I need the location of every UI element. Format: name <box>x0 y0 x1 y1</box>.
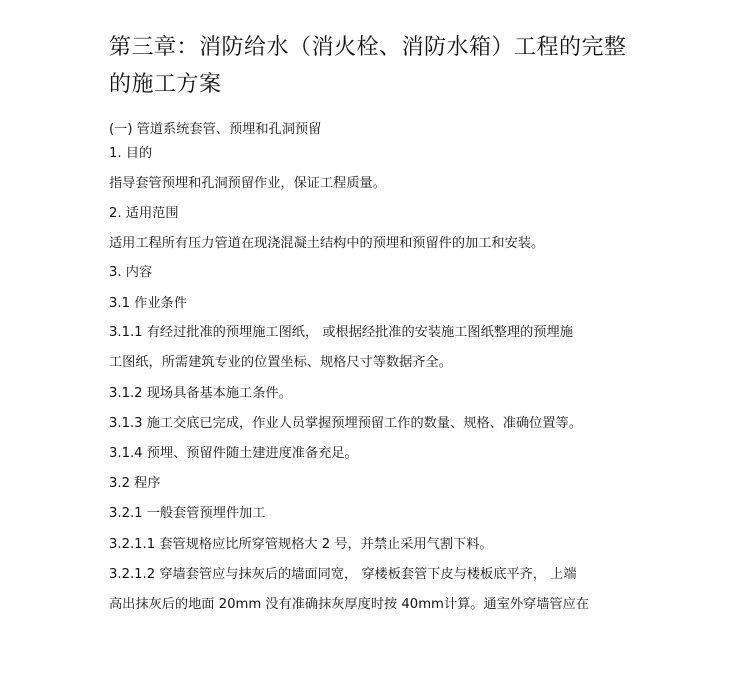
subheading-content: 3. 内容 <box>109 265 153 280</box>
paragraph-3-1-3: 3.1.3 施工交底已完成，作业人员掌握预埋预留工作的数量、规格、准确位置等。 <box>109 416 582 431</box>
page-title-line-1: 第三章：消防给水（消火栓、消防水箱）工程的完整 <box>109 35 627 60</box>
subheading-scope: 2. 适用范围 <box>109 206 179 221</box>
subheading-work-conditions: 3.1 作业条件 <box>109 296 187 311</box>
paragraph-purpose: 指导套管预埋和孔洞预留作业，保证工程质量。 <box>109 176 386 191</box>
paragraph-scope: 适用工程所有压力管道在现浇混凝土结构中的预埋和预留件的加工和安装。 <box>109 236 545 251</box>
page-title-line-2: 的施工方案 <box>109 72 222 97</box>
paragraph-3-1-1-line-1: 3.1.1 有经过批准的预埋施工图纸， 或根据经批准的安装施工图纸整理的预埋施 <box>109 325 573 340</box>
section-heading: (一) 管道系统套管、预埋和孔洞预留 <box>109 122 322 137</box>
subheading-3-2-1: 3.2.1 一般套管预埋件加工 <box>109 506 266 521</box>
paragraph-3-1-1-line-2: 工图纸，所需建筑专业的位置坐标、规格尺寸等数据齐全。 <box>109 355 452 370</box>
paragraph-3-2-1-1: 3.2.1.1 套管规格应比所穿管规格大 2 号，并禁止采用气割下料。 <box>109 537 493 552</box>
subheading-purpose: 1. 目的 <box>109 146 153 161</box>
paragraph-3-2-1-2-line-2: 高出抹灰后的地面 20mm 没有准确抹灰厚度时按 40mm计算。通室外穿墙管应在 <box>109 597 589 612</box>
paragraph-3-1-2: 3.1.2 现场具备基本施工条件。 <box>109 386 292 401</box>
subheading-procedure: 3.2 程序 <box>109 476 161 491</box>
paragraph-3-1-4: 3.1.4 预埋、预留件随土建进度准备充足。 <box>109 446 358 461</box>
paragraph-3-2-1-2-line-1: 3.2.1.2 穿墙套管应与抹灰后的墙面同宽， 穿楼板套管下皮与楼板底平齐， 上端 <box>109 567 577 582</box>
